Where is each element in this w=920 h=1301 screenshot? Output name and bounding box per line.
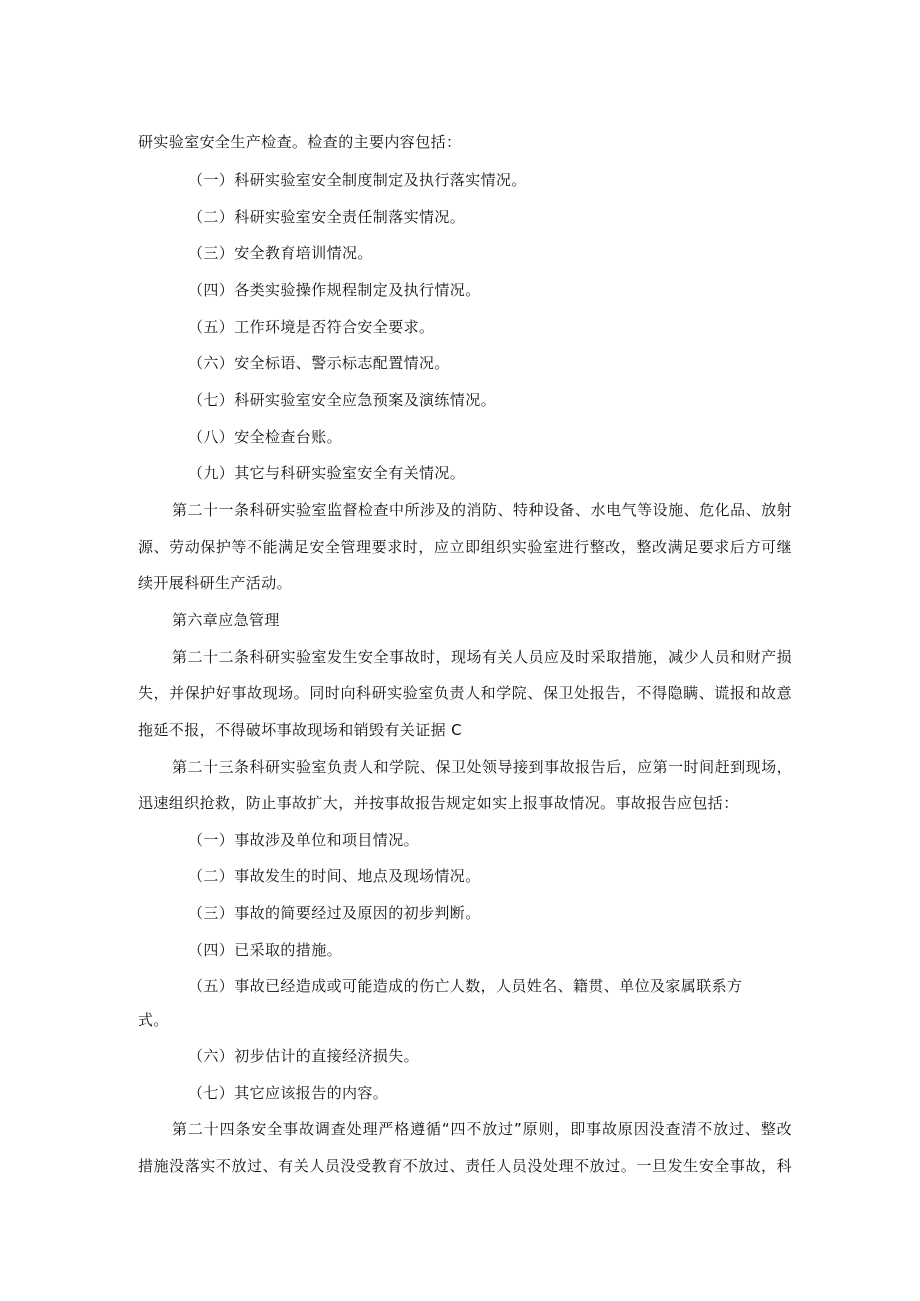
inspection-item-1: （一）科研实验室安全制度制定及执行落实情况。 [188, 171, 527, 189]
article21-line-1: 第二十一条科研实验室监督检查中所涉及的消防、特种设备、水电气等设施、危化品、放射 [172, 501, 792, 519]
inspection-item-9: （九）其它与科研实验室安全有关情况。 [188, 464, 466, 482]
article21-line-2: 源、劳动保护等不能满足安全管理要求时，应立即组织实验室进行整改，整改满足要求后方可继 [138, 538, 792, 556]
report-item-1: （一）事故涉及单位和项目情况。 [188, 831, 420, 849]
article21-line-3: 续开展科研生产活动。 [138, 574, 293, 592]
report-item-6: （六）初步估计的直接经济损失。 [188, 1047, 420, 1065]
report-item-7: （七）其它应该报告的内容。 [188, 1084, 389, 1102]
report-item-4: （四）已采取的措施。 [188, 941, 343, 959]
inspection-item-8: （八）安全检查台账。 [188, 428, 343, 446]
inspection-item-7: （七）科研实验室安全应急预案及演练情况。 [188, 391, 497, 409]
report-item-3: （三）事故的简要经过及原因的初步判断。 [188, 904, 481, 922]
report-item-5: （五）事故已经造成或可能造成的伤亡人数，人员姓名、籍贯、单位及家属联系方 [188, 977, 743, 995]
article23-line-1: 第二十三条科研实验室负责人和学院、保卫处领导接到事故报告后，应第一时间赶到现场， [172, 758, 792, 776]
inspection-item-2: （二）科研实验室安全责任制落实情况。 [188, 208, 466, 226]
article24-line-2: 措施没落实不放过、有关人员没受教育不放过、责任人员没处理不放过。一旦发生安全事故，科 [138, 1157, 792, 1175]
article22-line-3: 拖延不报，不得破坏事故现场和销毁有关证据 C [138, 721, 463, 739]
article22-line-1: 第二十二条科研实验室发生安全事故时，现场有关人员应及时采取措施，减少人员和财产损 [172, 648, 792, 666]
report-item-2: （二）事故发生的时间、地点及现场情况。 [188, 867, 481, 885]
article24-line-1: 第二十四条安全事故调查处理严格遵循“四不放过”原则，即事故原因没查清不放过、整改 [172, 1120, 792, 1138]
chapter6-title: 第六章应急管理 [172, 611, 280, 629]
report-item-5-continuation: 式。 [138, 1011, 169, 1029]
intro-tail-text: 研实验室安全生产检查。检查的主要内容包括： [138, 133, 462, 151]
inspection-item-5: （五）工作环境是否符合安全要求。 [188, 318, 435, 336]
article22-line-2: 失，并保护好事故现场。同时向科研实验室负责人和学院、保卫处报告，不得隐瞒、谎报和故意 [138, 684, 792, 702]
article23-line-2: 迅速组织抢救，防止事故扩大，并按事故报告规定如实上报事故情况。事故报告应包括： [138, 794, 739, 812]
inspection-item-4: （四）各类实验操作规程制定及执行情况。 [188, 281, 481, 299]
inspection-item-6: （六）安全标语、警示标志配置情况。 [188, 354, 450, 372]
inspection-item-3: （三）安全教育培训情况。 [188, 244, 373, 262]
